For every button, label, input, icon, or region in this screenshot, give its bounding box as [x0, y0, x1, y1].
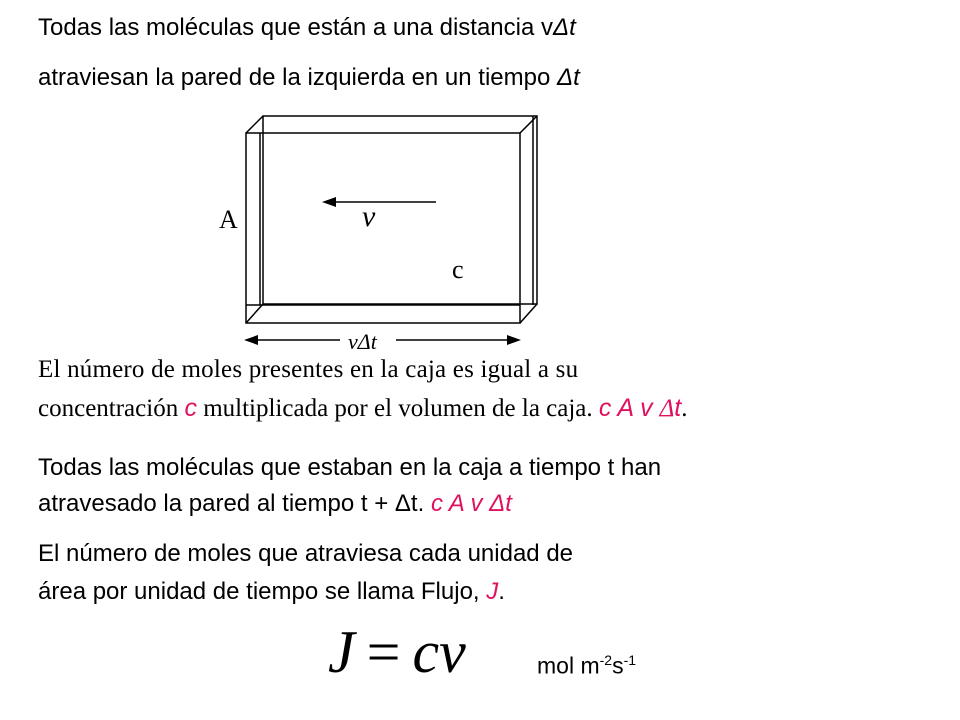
velocity-arrow	[322, 197, 436, 207]
para1-line-2	[38, 394, 687, 423]
para1-line-2-end: .	[681, 395, 688, 422]
distance-label-v: v	[348, 329, 358, 354]
delta-symbol: Δ	[394, 490, 411, 517]
formula-equals: =	[366, 619, 401, 685]
units-base-2: s	[612, 652, 624, 679]
formula-rhs: cv	[412, 619, 466, 685]
para1-line-1-text: El número de moles presentes en la caja es igual a su	[38, 356, 579, 383]
para2-line-1	[38, 454, 661, 482]
para2-line-2-text-b: t.	[410, 490, 431, 517]
crossing-expression-t: t	[505, 490, 512, 517]
flux-symbol: J	[486, 578, 499, 605]
box-edge	[246, 304, 263, 323]
box-3d	[246, 116, 537, 323]
volume-expression: c A v	[598, 394, 660, 422]
intro-line-2-t: t	[573, 64, 580, 91]
flux-formula	[328, 619, 466, 685]
intro-line-2-text: atraviesan la pared de la izquierda en un tiempo	[38, 64, 557, 91]
delta-symbol: Δ	[557, 64, 574, 91]
box-edge	[520, 116, 537, 133]
para1-line-1	[38, 356, 578, 384]
para3-line-2-end: .	[498, 578, 505, 605]
concentration-symbol: c	[184, 394, 197, 422]
delta-symbol: Δ	[552, 14, 570, 41]
para3-line-1-text: El número de moles que atraviesa cada unidad de	[38, 540, 574, 567]
velocity-label: v	[362, 200, 376, 233]
area-label: A	[219, 205, 238, 234]
delta-symbol: Δ	[659, 395, 675, 422]
distance-label-t: t	[370, 329, 377, 354]
delta-symbol: Δ	[489, 490, 506, 517]
box-front-face	[246, 133, 520, 323]
intro-line-1-text: Todas las moléculas que están a una distancia v	[38, 14, 553, 41]
para3-line-2	[38, 578, 505, 606]
crossing-expression: c A v	[430, 490, 490, 517]
formula-J: J	[328, 619, 355, 685]
volume-expression-t: t	[674, 394, 682, 422]
concentration-label: c	[452, 255, 464, 284]
para2-line-2-text-a: atravesado la pared al tiempo t +	[38, 490, 395, 517]
para3-line-1	[38, 540, 573, 568]
box-edge	[520, 304, 537, 323]
distance-label	[348, 329, 378, 354]
para1-line-2-text-a: concentración	[38, 395, 185, 422]
delta-symbol: Δ	[357, 329, 371, 354]
box-back-face	[263, 116, 537, 304]
units-exp-1: -2	[599, 652, 613, 668]
units-exp-2: -1	[623, 652, 637, 668]
para3-line-2-text: área por unidad de tiempo se llama Flujo,	[38, 578, 487, 605]
intro-line-1-t: t	[569, 14, 576, 41]
units-base-1: mol m	[537, 652, 600, 679]
para2-line-2	[38, 490, 512, 518]
para2-line-1-text: Todas las moléculas que estaban en la caja a tiempo t han	[38, 454, 662, 481]
box-edge	[246, 116, 263, 133]
para1-line-2-text-b: multiplicada por el volumen de la caja.	[196, 395, 599, 422]
flux-units	[537, 652, 636, 680]
distance-arrow	[244, 335, 521, 345]
